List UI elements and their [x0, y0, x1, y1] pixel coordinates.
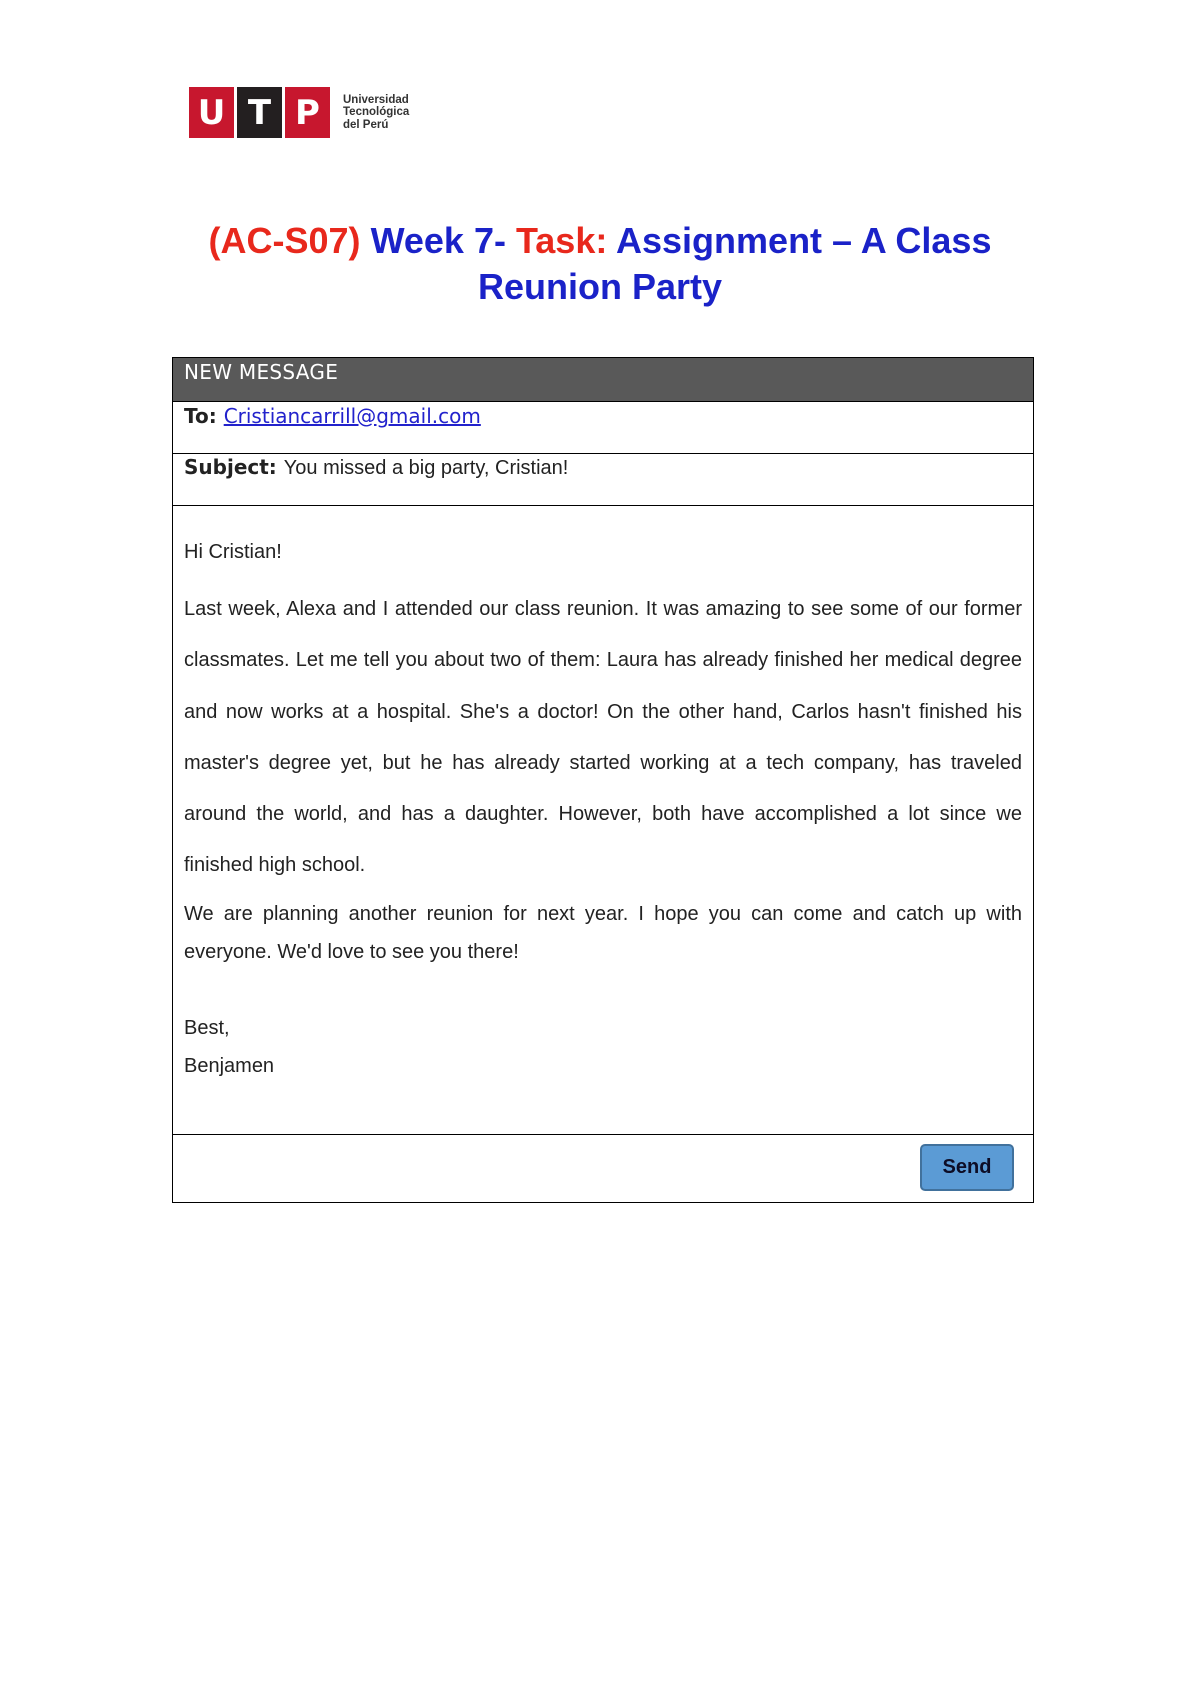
logo-letter-p: P [285, 87, 330, 138]
message-body[interactable] [173, 506, 1033, 1135]
body-paragraph-1: Last week, Alexa and I attended our class reunion. It was amazing to see some of our former classmates. Let me tell you about two of them: Laura has already finished her medical degree and now works at a hospital. She's a doctor! On the other hand, Carlos hasn't finished his master's degree yet, but he has already started working at a tech company, has traveled around the world, and has a daughter. However, both have accomplished a lot since we finished high school. [184, 598, 1022, 877]
to-label: To: [184, 404, 224, 428]
subject-field[interactable]: You missed a big party, Cristian! [283, 457, 569, 479]
utp-logo [189, 87, 409, 138]
to-email-link[interactable]: Cristiancarrill@gmail.com [223, 404, 481, 428]
logo-text-line-3: del Perú [343, 118, 389, 131]
subject-label: Subject: [184, 455, 284, 479]
logo-letter-u: U [189, 87, 234, 138]
title-week: Week 7- [370, 220, 516, 261]
title-task: Task: [515, 220, 617, 261]
logo-text-line-2: Tecnológica [343, 106, 410, 119]
subject-row [173, 454, 1033, 506]
logo-text-line-1: Universidad [343, 93, 409, 106]
body-paragraph-2: We are planning another reunion for next year. I hope you can come and catch up with everyone. We'd love to see you there! [184, 902, 1022, 963]
message-footer [173, 1135, 1033, 1202]
logo-letter-t: T [237, 87, 282, 138]
document-title [140, 218, 1060, 310]
to-row [173, 402, 1033, 454]
new-message-form [172, 357, 1034, 1203]
closing-text: Best, [184, 1016, 230, 1039]
greeting-text: Hi Cristian! [184, 541, 282, 563]
signature-text: Benjamen [184, 1054, 275, 1077]
title-code: (AC-S07) [208, 220, 371, 261]
logo-text [343, 87, 409, 138]
title-assignment: Assignment – A Class Reunion Party [477, 220, 992, 307]
send-button[interactable]: Send [920, 1144, 1014, 1191]
new-message-header: NEW MESSAGE [173, 358, 1033, 402]
closing-block [184, 1009, 1022, 1085]
